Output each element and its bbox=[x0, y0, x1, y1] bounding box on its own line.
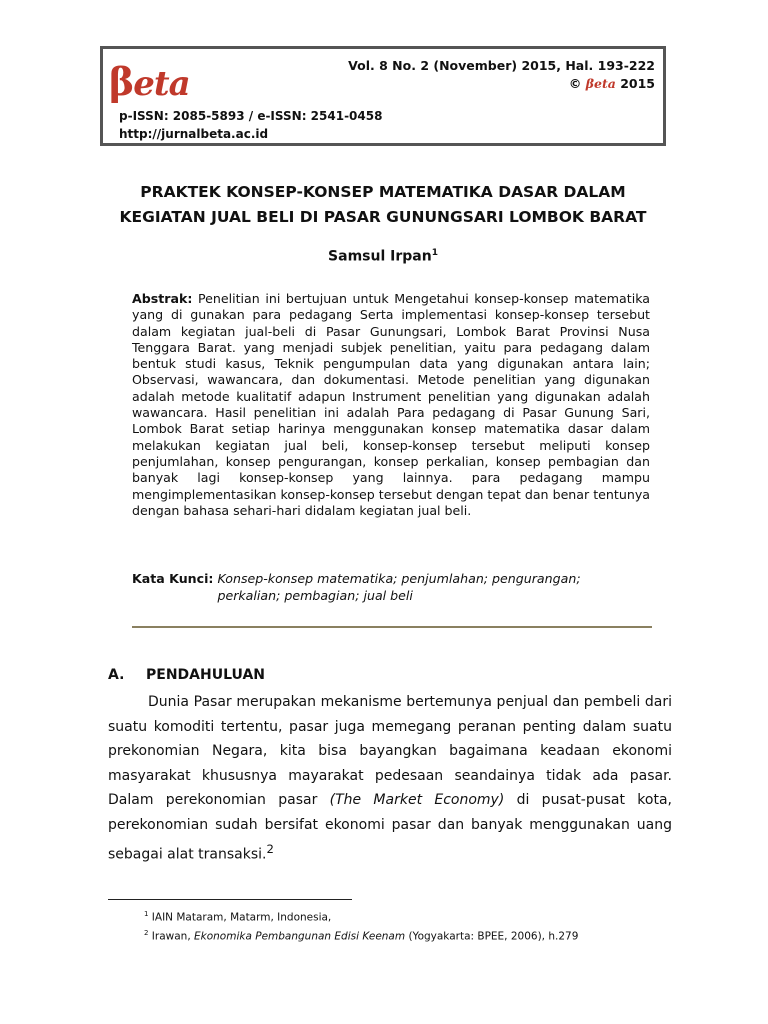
paragraph-text-2: di pusat-pusat kota, perekonomian sudah bersifat ekonomi pasar dan banyak menggunakan uang sebagai alat transaksi. bbox=[108, 792, 672, 863]
brand-name bbox=[586, 76, 616, 91]
footnote-1-text: IAIN Mataram, Matarm, Indonesia, bbox=[148, 911, 332, 924]
paragraph bbox=[108, 690, 672, 867]
paragraph-text-1: Dunia Pasar merupakan mekanisme bertemunya penjual dan pembeli dari suatu komoditi tertentu, pasar juga memegang peranan penting dalam suatu prekonomian Negara, kita bisa bayangkan bagaimana keadaan ekonomi masyarakat khususnya mayarakat pedesaan seandainya tidak ada pasar. Dalam perekonomian pasar bbox=[108, 694, 672, 808]
section-divider bbox=[132, 626, 652, 628]
footnote-1 bbox=[144, 907, 578, 926]
issn-block bbox=[119, 107, 382, 143]
keywords-line-2: perkalian; pembagian; jual beli bbox=[217, 588, 413, 603]
keywords-list bbox=[213, 570, 580, 604]
article-title bbox=[100, 180, 666, 230]
keywords-row bbox=[132, 570, 650, 604]
author-footnote-mark[interactable]: 1 bbox=[431, 248, 438, 258]
keywords-label: Kata Kunci: bbox=[132, 571, 214, 586]
footnote-2 bbox=[144, 926, 578, 945]
paragraph-footnote-mark[interactable]: 2 bbox=[266, 842, 274, 856]
author-text: Samsul Irpan bbox=[328, 248, 432, 265]
footnotes bbox=[144, 907, 578, 944]
section-heading bbox=[108, 667, 265, 683]
abstract-text: Penelitian ini bertujuan untuk Mengetahui konsep-konsep matematika yang di gunakan para pedagang Serta implementasi konsep-konsep tersebut dalam kegiatan jual-beli di Pasar Gunungsari, Lombok Barat Provinsi Nusa Tenggara Barat. yang menjadi subjek penelitian, yaitu para pedagang dalam bentuk studi kasus, Teknik pengumpulan data yang digunakan antara lain; Observasi, wawancara, dan dokumentasi. Metode penelitian yang digunakan adalah metode kualitatif adapun Instrument penelitian yang digunakan adalah wawancara. Hasil penelitian ini adalah Para pedagang di Pasar Gunung Sari, Lombok Barat setiap harinya menggunakan konsep matematika dasar dalam melakukan kegiatan jual beli, konsep-konsep tersebut meliputi konsep penjumlahan, konsep pengurangan, konsep perkalian, konsep pembagian dan banyak lagi konsep-konsep yang lainnya. para pedagang mampu mengimplementasikan konsep-konsep tersebut dengan tepat dan benar tentunya dengan bahasa sehari-hari didalam kegiatan jual beli. bbox=[132, 291, 650, 518]
section-title: PENDAHULUAN bbox=[146, 667, 265, 683]
brand-glyph: β bbox=[585, 76, 595, 91]
journal-header bbox=[100, 46, 666, 146]
section-number: A. bbox=[108, 667, 125, 683]
logo-beta-glyph: β bbox=[109, 59, 134, 104]
brand-text: eta bbox=[594, 76, 616, 91]
keywords bbox=[132, 570, 650, 604]
title-line-1: PRAKTEK KONSEP-KONSEP MATEMATIKA DASAR DALAM bbox=[140, 183, 626, 201]
footnote-2-text-2: (Yogyakarta: BPEE, 2006), h.279 bbox=[405, 930, 579, 942]
copyright-symbol: © bbox=[568, 76, 582, 91]
journal-logo bbox=[109, 59, 190, 104]
footnote-2-mark: 2 bbox=[144, 928, 149, 937]
logo-text: eta bbox=[133, 64, 190, 104]
volume-info bbox=[348, 57, 655, 93]
title-line-2: KEGIATAN JUAL BELI DI PASAR GUNUNGSARI LOMBOK BARAT bbox=[119, 208, 647, 226]
footnote-2-book-title: Ekonomika Pembangunan Edisi Keenam bbox=[194, 930, 406, 942]
keywords-line-1: Konsep-konsep matematika; penjumlahan; pengurangan; bbox=[217, 571, 581, 586]
abstract bbox=[132, 291, 650, 519]
body-text bbox=[108, 690, 672, 867]
footnote-rule bbox=[108, 899, 352, 900]
paragraph-italic-term: (The Market Economy) bbox=[329, 792, 505, 808]
abstract-label: Abstrak: bbox=[132, 291, 193, 306]
author-name bbox=[100, 248, 666, 265]
issn-line: p-ISSN: 2085-5893 / e-ISSN: 2541-0458 bbox=[119, 109, 383, 123]
copyright-line bbox=[348, 75, 655, 93]
footnote-1-mark: 1 bbox=[144, 910, 149, 918]
journal-url[interactable]: http://jurnalbeta.ac.id bbox=[119, 127, 269, 141]
volume-line: Vol. 8 No. 2 (November) 2015, Hal. 193-222 bbox=[348, 58, 655, 73]
copyright-year: 2015 bbox=[620, 76, 655, 91]
footnote-2-text-1: Irawan, bbox=[148, 930, 195, 942]
